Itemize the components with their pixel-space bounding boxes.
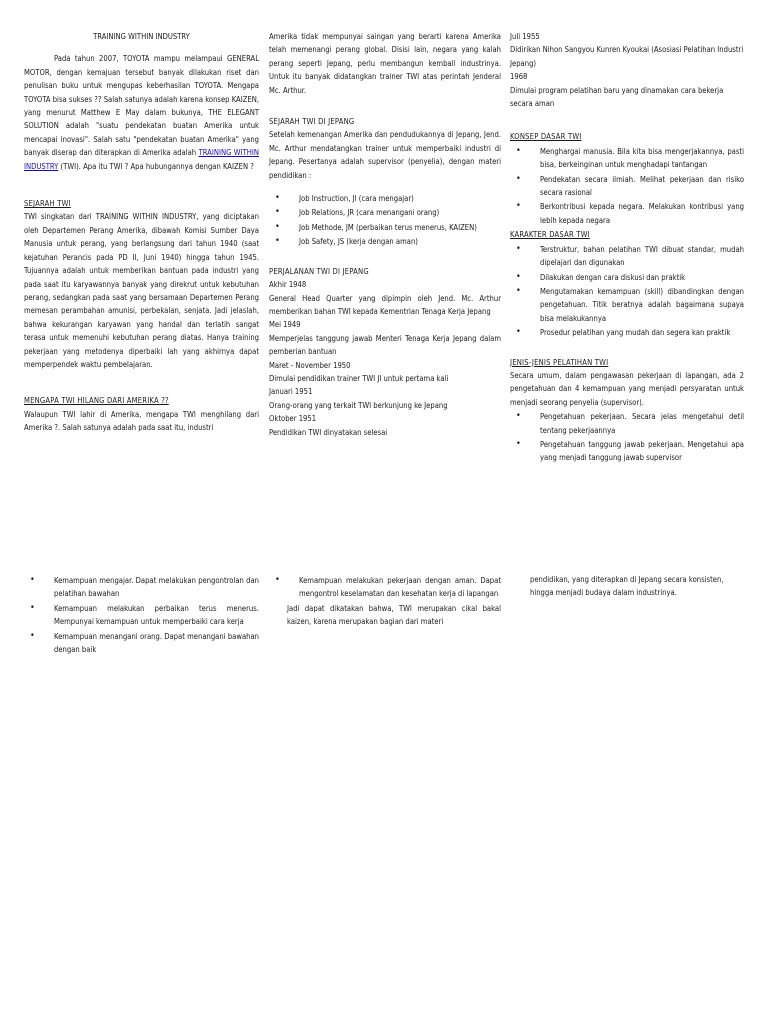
timeline-event: Dimulai pendidikan trainer TWI JI untuk pertama kali bbox=[269, 373, 449, 383]
bullet-icon: • bbox=[30, 602, 35, 613]
kemampuan-list bbox=[24, 574, 259, 656]
list-item: • Kemampuan mengajar. Dapat melakukan pengontrolan dan pelatihan bawahan bbox=[30, 575, 259, 599]
intro-text-end: (TWI). Apa itu TWI ? Apa hubungannya dengan KAIZEN ? bbox=[60, 161, 254, 171]
column-2 bbox=[269, 30, 501, 439]
bullet-icon: • bbox=[516, 201, 521, 212]
bullet-icon: • bbox=[275, 207, 280, 218]
heading-jenis-pelatihan: JENIS-JENIS PELATIHAN TWI bbox=[510, 357, 609, 367]
bullet-icon: • bbox=[275, 575, 280, 585]
list-item: • Pengetahuan pekerjaan. Secara jelas mengetahui detil tentang pekerjaannya bbox=[516, 411, 744, 435]
timeline-date: Januari 1951 bbox=[269, 387, 313, 397]
timeline-date: Akhir 1948 bbox=[269, 280, 307, 290]
timeline-jepang-cont bbox=[510, 30, 744, 110]
timeline-event: Didirikan Nihon Sangyou Kunren Kyoukai (Asosiasi Pelatihan Industri Jepang) bbox=[510, 45, 744, 68]
intro-paragraph bbox=[24, 52, 259, 173]
jenis-paragraph: Secara umum, dalam pengawasan pekerjaan di lapangan, ada 2 pengetahuan dan 4 kemampuan yang menjadi persyaratan untuk menjadi seorang penyelia (supervisor). bbox=[510, 370, 744, 407]
bullet-icon: • bbox=[30, 575, 35, 585]
bottom-column-2 bbox=[269, 573, 501, 629]
list-item: • Terstruktur, bahan pelatihan TWI dibuat standar, mudah dipelajari dan digunakan bbox=[516, 243, 744, 268]
materi-list bbox=[269, 192, 501, 249]
column-1 bbox=[24, 30, 259, 435]
bullet-icon: • bbox=[30, 630, 35, 641]
bullet-icon: • bbox=[516, 145, 521, 156]
heading-sejarah-twi: SEJARAH TWI bbox=[24, 199, 71, 209]
bullet-icon: • bbox=[516, 173, 521, 184]
timeline-event: Memperjelas tanggung jawab Menteri Tenaga Kerja Jepang dalam pemberian bantuan bbox=[269, 333, 501, 357]
karakter-list bbox=[510, 243, 744, 340]
timeline-event: General Head Quarter yang dipimpin oleh Jend. Mc. Arthur memberikan bahan TWI kepada Kementrian Tenaga Kerja Jepang bbox=[269, 293, 501, 316]
list-item: • Job Methode, JM (perbaikan terus menerus, KAIZEN) bbox=[269, 221, 501, 234]
bullet-icon: • bbox=[275, 193, 280, 204]
sejarah-jepang-paragraph: Setelah kemenangan Amerika dan pendudukannya di Jepang, Jend. Mc. Arthur mendatangkan trainer untuk memperbaiki industri di Jepang. Pesertanya adalah supervisor (penyelia), dengan materi pendidikan : bbox=[269, 130, 501, 180]
timeline-event: Orang-orang yang terkait TWI berkunjung ke Jepang bbox=[269, 400, 448, 410]
bullet-icon: • bbox=[516, 411, 521, 422]
heading-sejarah-jepang: SEJARAH TWI DI JEPANG bbox=[269, 117, 355, 127]
column-3 bbox=[510, 30, 744, 466]
amerika-paragraph: Amerika tidak mempunyai saingan yang berarti karena Amerika telah memenangi perang global. Disisi lain, negara yang kalah perang seperti Jepang, perlu membangun kembali industrinya. Untuk itu banyak didatangkan trainer TWI atas perintah Jenderal Mc. Arthur. bbox=[269, 32, 501, 95]
timeline-date: Juli 1955 bbox=[510, 32, 540, 41]
bottom-column-3 bbox=[530, 573, 744, 600]
list-item: • Dilakukan dengan cara diskusi dan praktik bbox=[510, 271, 744, 284]
list-item: • Berkontribusi kepada negara. Melakukan kontribusi yang lebih kepada negara bbox=[516, 201, 744, 225]
sejarah-paragraph: TWI singkatan dari TRAINING WITHIN INDUSTRY, yang diciptakan oleh Departemen Perang Amerika, dibawah Komisi Sumber Daya Manusia untuk perang, yang berlangsung dari tahun 1940 (saat kejatuhan Perancis pada PD II, Juni 1940) hingga tahun 1945. Tujuannya adalah untuk memberikan bantuan pada industri yang pada saat itu karyawannya banyak yang direkrut untuk kebutuhan perang, sedangkan pada saat yang bersamaan Departemen Perang memesan perambahan amunisi, perbekalan, senjata. Jadi jelaslah, bahwa kekurangan karyawan yang handal dan terlatih sangat terasa untuk memenuhi kebutuhan perang diatas. Hanya training pekerjaan yang metodenya diperbaiki lah yang akhirnya dapat memperpendek waktu pembelajaran. bbox=[24, 212, 259, 369]
timeline-date: Oktober 1951 bbox=[269, 414, 317, 424]
mengapa-paragraph: Walaupun TWI lahir di Amerika, mengapa TWI menghilang dari Amerika ?. Salah satunya adalah pada saat itu, industri bbox=[24, 409, 259, 433]
timeline-event: Pendidikan TWI dinyatakan selesai bbox=[269, 427, 388, 437]
list-item: • Kemampuan melakukan perbaikan terus menerus. Mempunyai kemampuan untuk memperbaiki cara kerja bbox=[30, 602, 259, 627]
list-item: • Job Relations, JR (cara menangani orang) bbox=[269, 206, 501, 219]
timeline-date: Mei 1949 bbox=[269, 320, 301, 330]
list-item: • Job Instruction, JI (cara mengajar) bbox=[269, 192, 501, 205]
list-item: • Kemampuan melakukan pekerjaan dengan aman. Dapat mengontrol keselamatan dan kesehatan kerja di lapangan bbox=[275, 575, 501, 599]
bullet-icon: • bbox=[516, 327, 521, 338]
timeline-jepang bbox=[269, 278, 501, 439]
twi-link[interactable]: TRAINING WITHIN INDUSTRY bbox=[24, 148, 260, 171]
bullet-icon: • bbox=[516, 271, 521, 282]
bullet-icon: • bbox=[516, 285, 521, 296]
jenis-list bbox=[510, 410, 744, 465]
list-item: • Kemampuan menangani orang. Dapat menangani bawahan dengan baik bbox=[30, 630, 259, 655]
list-item: • Job Safety, JS (kerja dengan aman) bbox=[269, 235, 501, 248]
list-item: • Pendekatan secara ilmiah. Melihat pekerjaan dan risiko secara rasional bbox=[516, 173, 744, 198]
kesimpulan-paragraph-cont: pendidikan, yang diterapkan di Jepang secara konsisten, hingga menjadi budaya dalam industrinya. bbox=[530, 575, 724, 598]
bottom-column-1 bbox=[24, 573, 259, 657]
heading-karakter-dasar: KARAKTER DASAR TWI bbox=[510, 230, 590, 240]
document-title: TRAINING WITHIN INDUSTRY bbox=[93, 32, 190, 41]
kesimpulan-paragraph: Jadi dapat dikatakan bahwa, TWI merupakan cikal bakal kaizen, karena merupakan bagian dari materi bbox=[287, 603, 501, 627]
bullet-icon: • bbox=[516, 438, 521, 449]
heading-perjalanan: PERJALANAN TWI DI JEPANG bbox=[269, 266, 369, 276]
kemampuan-list-cont bbox=[269, 574, 501, 601]
heading-konsep-dasar: KONSEP DASAR TWI bbox=[510, 132, 582, 142]
intro-text: Pada tahun 2007, TOYOTA mampu melampaui GENERAL MOTOR, dengan kemajuan tersebut banyak dilakukan riset dan penulisan buku untuk mengupas keberhasilan TOYOTA. Mengapa TOYOTA bisa sukses ?? Salah satunya adalah karena konsep KAIZEN, yang menurut Matthew E May dalam bukunya, THE ELEGANT SOLUTION adalah "suatu pendekatan buatan Amerika untuk mencapai inovasi". Salah satu "pendekatan buatan Amerika" yang banyak diserap dan diterapkan di Amerika adalah bbox=[24, 54, 259, 158]
timeline-date: 1968 bbox=[510, 72, 528, 82]
bullet-icon: • bbox=[275, 221, 280, 232]
timeline-date: Maret - November 1950 bbox=[269, 360, 351, 370]
list-item: • Mengutamakan kemampuan (skill) dibandingkan dengan pengetahuan. Titik beratnya adalah bagaimana supaya bisa melakukannya bbox=[516, 285, 744, 323]
list-item: • Prosedur pelatihan yang mudah dan segera kan praktik bbox=[510, 326, 744, 339]
list-item: • Menghargai manusia. Bila kita bisa mengerjakannya, pasti bisa, berkeinginan untuk menghadapi tantangan bbox=[516, 145, 744, 170]
heading-mengapa-hilang: MENGAPA TWI HILANG DARI AMERIKA ?? bbox=[24, 396, 169, 406]
konsep-list bbox=[510, 145, 744, 227]
bullet-icon: • bbox=[516, 243, 521, 254]
list-item: • Pengetahuan tanggung jawab pekerjaan. Mengetahui apa yang menjadi tanggung jawab supervisor bbox=[516, 438, 744, 463]
timeline-event: Dimulai program pelatihan baru yang dinamakan cara bekerja secara aman bbox=[510, 85, 724, 109]
bullet-icon: • bbox=[275, 236, 280, 247]
